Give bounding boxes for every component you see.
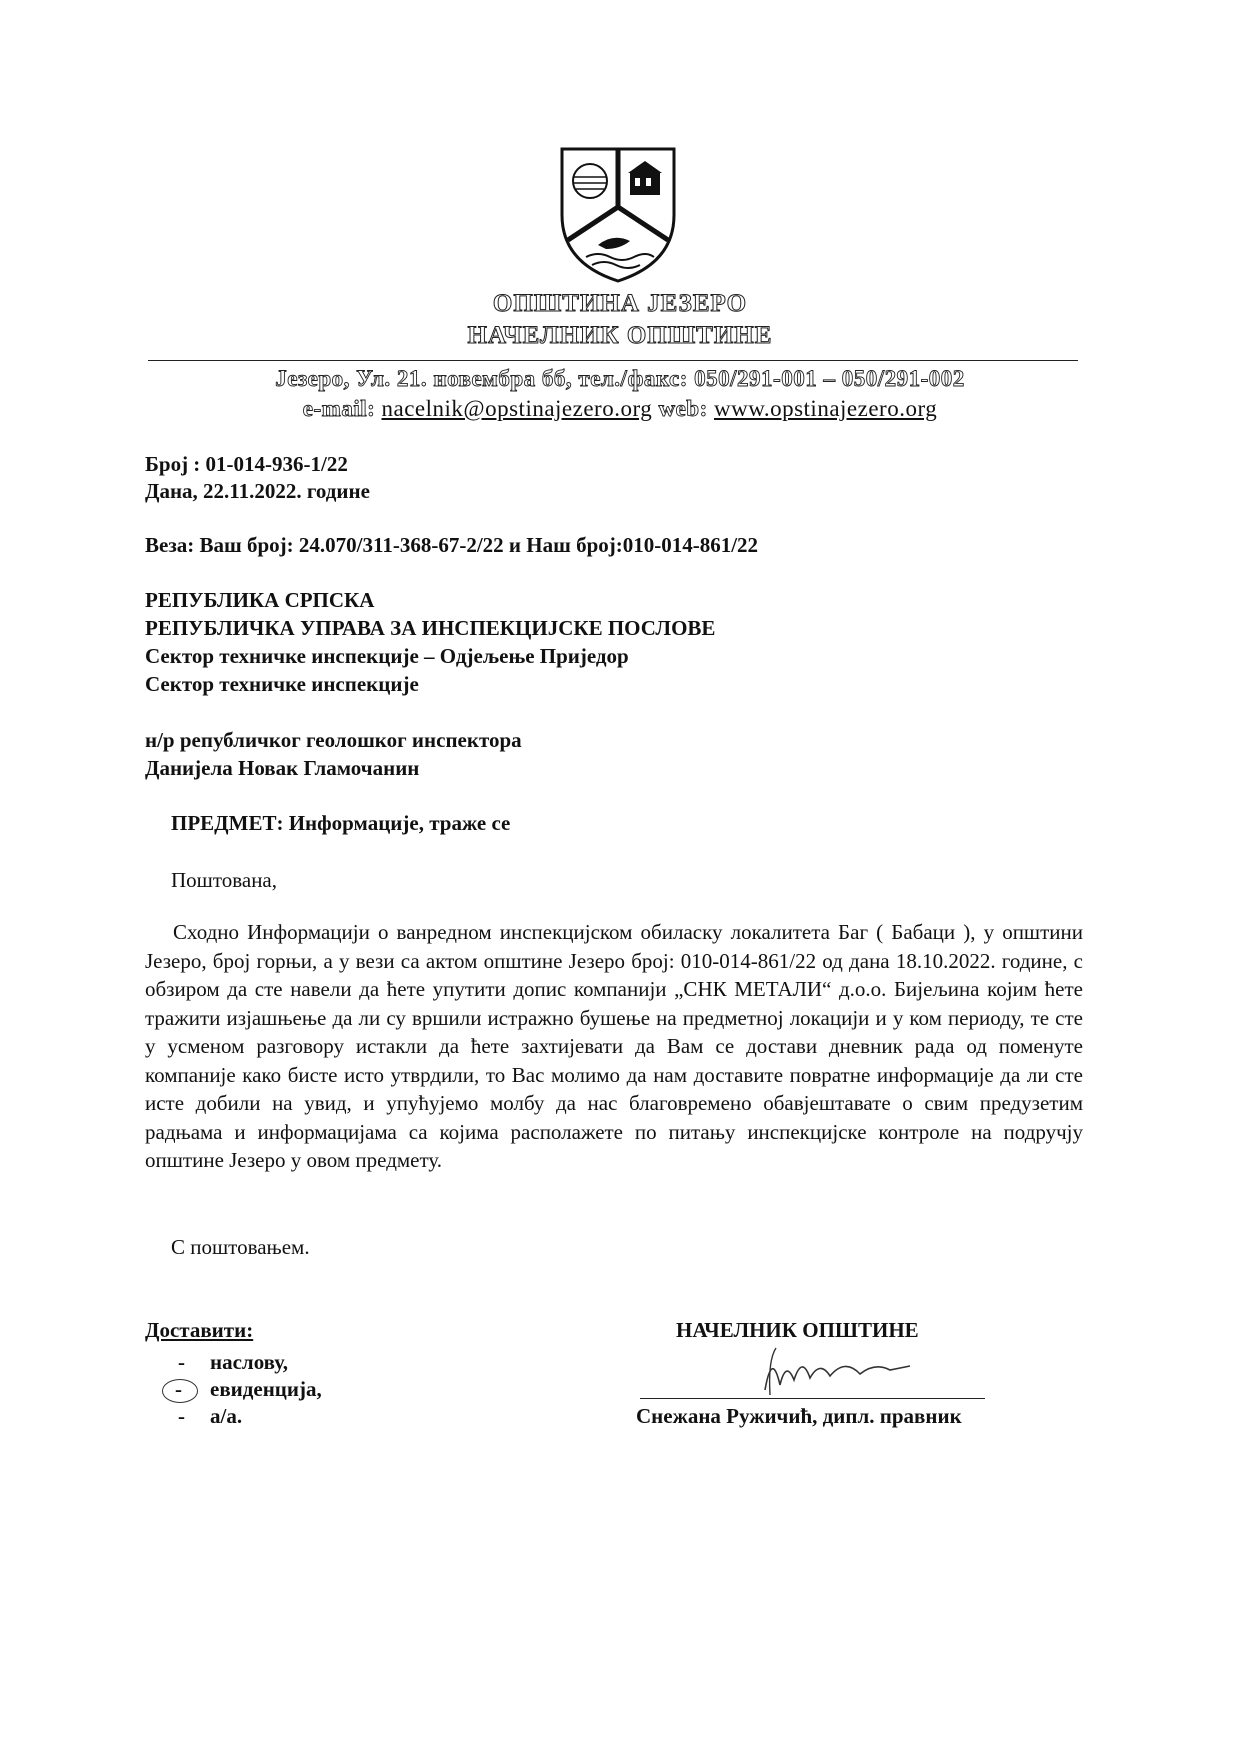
- email-link[interactable]: nacelnik@opstinajezero.org: [381, 396, 653, 421]
- attention-name: Данијела Новак Гламочанин: [145, 756, 420, 780]
- body-paragraph: Сходно Информацији о ванредном инспекцијском обиласку локалитета Баг ( Бабаци ), у општини Језеро, број горњи, а у вези са актом општине Језеро број: 010-014-861/22 од дана 18.10.2022. године, с обзиром да сте навели да ћете упутити допис компанији „СНК МЕТАЛИ“ д.о.о. Бијељина којим ћете тражити изјашњење да ли су вршили истражно бушење на предметној локацији и у ком периоду, те сте у усменом разговору истакли да ћете захтијевати да Вам се достави дневник рада од поменуте компаније како бисте исто утврдили, то Вас молимо да нам доставите повратне информације да ли сте исте добили на увид, и упућујемо молбу да нас благовремено обавјештавате о свим предузетим радњама и информацијама са којима располажете по питању инспекцијске контроле на подручју општине Језеро у овом предмету.: [145, 920, 1083, 1172]
- web-link[interactable]: www.opstinajezero.org: [714, 396, 938, 421]
- list-dash: -: [178, 1350, 185, 1374]
- handwritten-signature: [750, 1340, 930, 1400]
- subject-line: [171, 811, 510, 836]
- reference-line: Веза: Ваш број: 24.070/311-368-67-2/22 и Наш број:010-014-861/22: [145, 533, 759, 557]
- document-date: Дана, 22.11.2022. године: [145, 479, 370, 503]
- delivery-label: Доставити:: [145, 1318, 254, 1342]
- email-label: e-mail:: [302, 396, 376, 421]
- header-address: Језеро, Ул. 21. новембра бб, тел./факс: 050/291-001 – 050/291-002: [275, 366, 965, 391]
- delivery-item: а/а.: [210, 1404, 243, 1428]
- municipality-name: ОПШТИНА ЈЕЗЕРО: [492, 290, 748, 317]
- recipient-line: Сектор техничке инспекције – Одјељење Приједор: [145, 644, 629, 668]
- signatory-name: Снежана Ружичић, дипл. правник: [636, 1404, 962, 1428]
- document-number: Број : 01-014-936-1/22: [145, 452, 348, 476]
- signatory-title: НАЧЕЛНИК ОПШТИНЕ: [676, 1318, 919, 1342]
- list-dash: -: [178, 1404, 185, 1428]
- web-label: web:: [658, 396, 708, 421]
- recipient-line: РЕПУБЛИКА СРПСКА: [145, 588, 375, 612]
- municipality-crest-logo: [558, 145, 678, 285]
- header-divider: [148, 360, 1078, 361]
- office-name: НАЧЕЛНИК ОПШТИНЕ: [467, 322, 773, 349]
- header-contacts: [0, 396, 1240, 422]
- closing: С поштовањем.: [171, 1235, 310, 1259]
- recipient-line: РЕПУБЛИЧКА УПРАВА ЗА ИНСПЕКЦИЈСКЕ ПОСЛОВЕ: [145, 616, 716, 640]
- delivery-item: наслову,: [210, 1350, 288, 1374]
- delivery-item: евиденција,: [210, 1377, 322, 1401]
- signature-line: [640, 1398, 985, 1399]
- salutation: Поштована,: [171, 868, 278, 892]
- subject-text: Информације, траже се: [288, 811, 511, 835]
- list-dash: -: [175, 1377, 182, 1401]
- attention-line: н/р републичког геолошког инспектора: [145, 728, 522, 752]
- subject-label: ПРЕДМЕТ:: [171, 811, 284, 835]
- recipient-line: Сектор техничке инспекције: [145, 672, 419, 696]
